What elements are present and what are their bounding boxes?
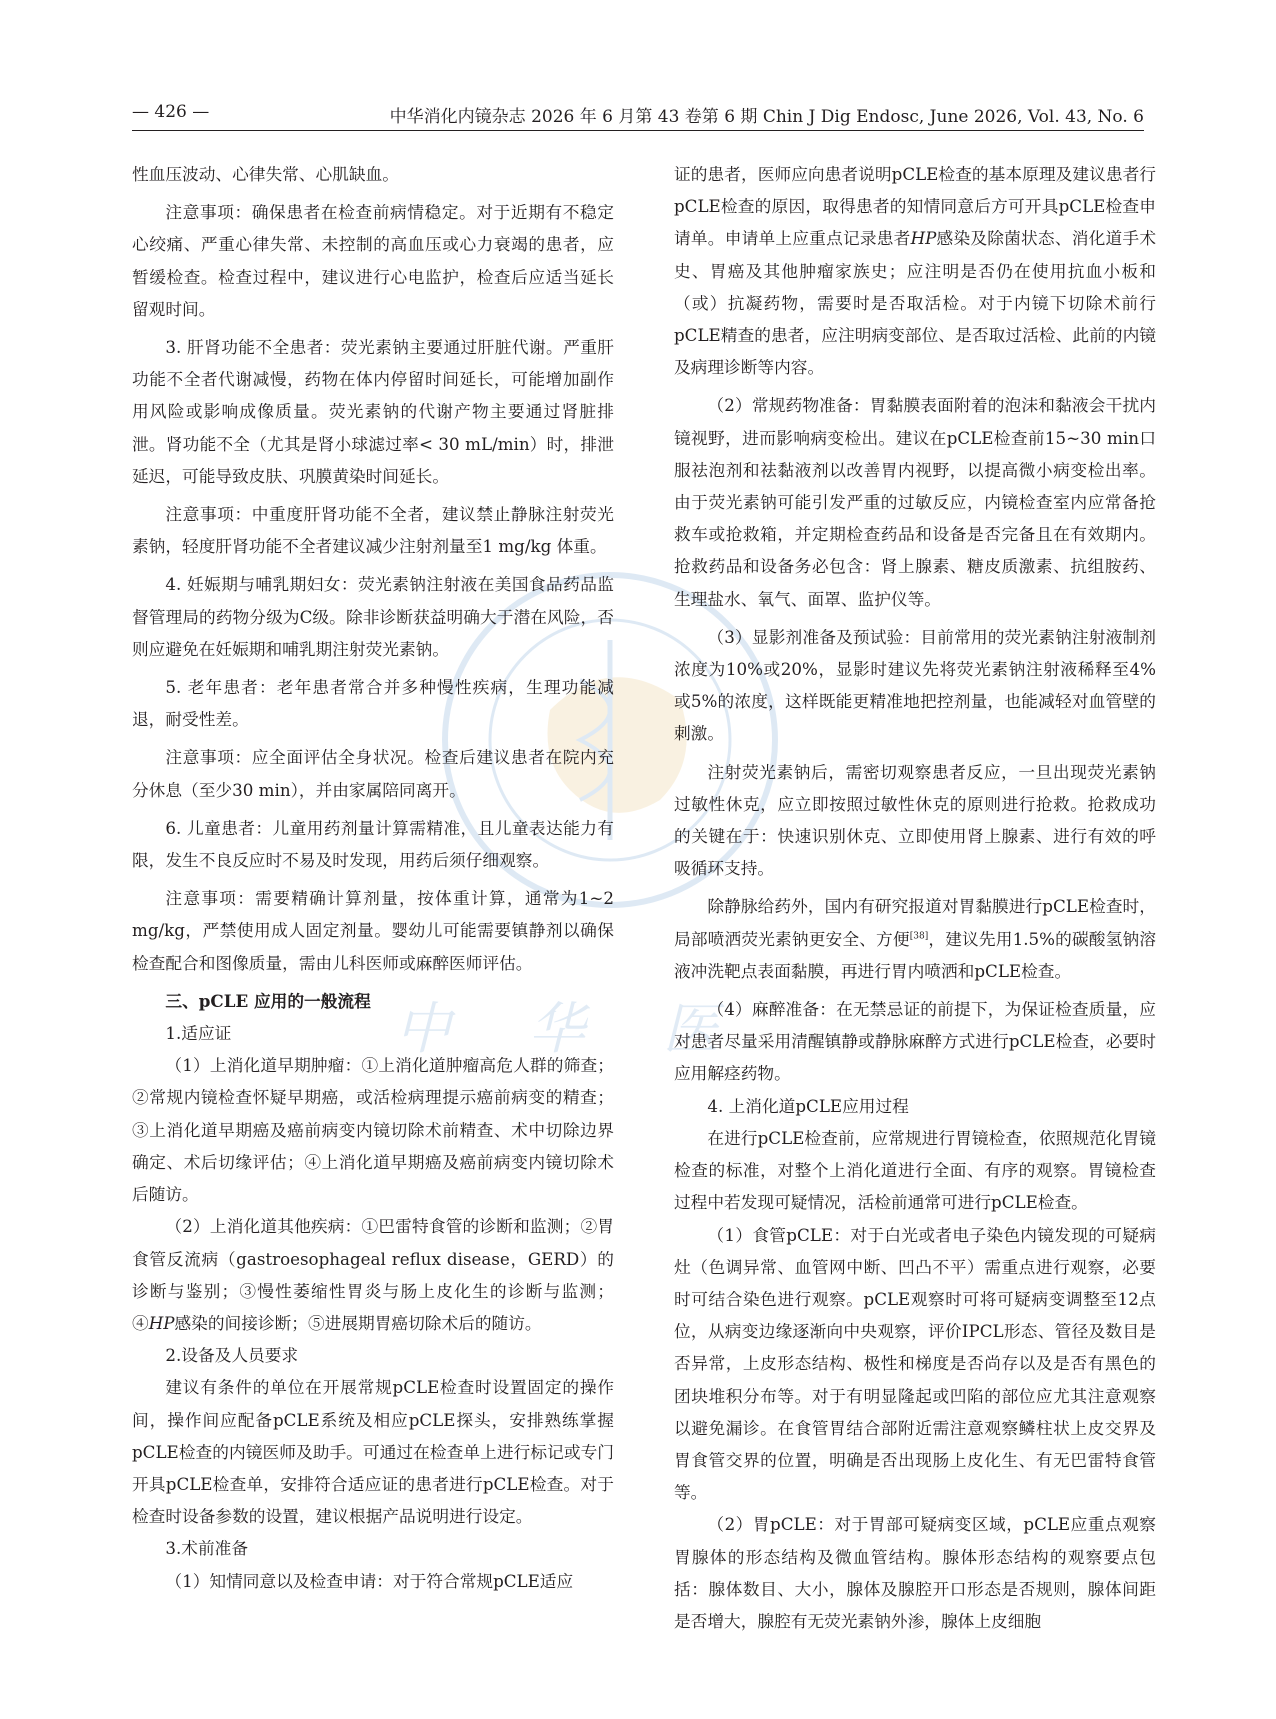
paragraph: 4. 妊娠期与哺乳期妇女：荧光素钠注射液在美国食品药品监督管理局的药物分级为C级。除非诊断获益明确大于潜在风险，否则应避免在妊娠期和哺乳期注射荧光素钠。 xyxy=(132,574,614,659)
text-span: 证的患者，医师应向患者说明pCLE检查的基本原理及建议患者行pCLE检查的原因，取得患者的知情同意后方可开具pCLE检查申请单。申请单上应重点记录患者 xyxy=(674,164,1156,249)
paragraph: 在进行pCLE检查前，应常规进行胃镜检查，依照规范化胃镜检查的标准，对整个上消化道进行全面、有序的观察。胃镜检查过程中若发现可疑情况，活检前通常可进行pCLE检查。 xyxy=(674,1127,1156,1213)
italic-term: HP xyxy=(910,228,937,249)
paragraph: （1）上消化道早期肿瘤：①上消化道肿瘤高危人群的筛查；②常规内镜检查怀疑早期癌，或活检病理提示癌前病变的精查；③上消化道早期癌及癌前病变内镜切除术前精查、术中切除边界确定、术后切缘评估；④上消化道早期癌及癌前病变内镜切除术后随访。 xyxy=(132,1055,614,1205)
paragraph: 6. 儿童患者：儿童用药剂量计算需精准，且儿童表达能力有限，发生不良反应时不易及时发现，用药后须仔细观察。 xyxy=(132,817,614,871)
running-header xyxy=(132,100,1144,131)
subsection-heading: 2.设备及人员要求 xyxy=(165,1345,299,1366)
paragraph: 注意事项：应全面评估全身状况。检查后建议患者在院内充分休息（至少30 min），并由家属陪同离开。 xyxy=(132,747,614,800)
paragraph: 3. 肝肾功能不全患者：荧光素钠主要通过肝脏代谢。严重肝功能不全者代谢减慢，药物在体内停留时间延长，可能增加副作用风险或影响成像质量。荧光素钠的代谢产物主要通过肾脏排泄。肾功能不全（尤其是肾小球滤过率< 30 mL/min）时，排泄延迟，可能导致皮肤、巩膜黄染时间延长。 xyxy=(132,337,614,486)
text-span: 感染的间接诊断；⑤进展期胃癌切除术后的随访。 xyxy=(174,1312,542,1333)
paragraph: （1）食管pCLE：对于白光或者电子染色内镜发现的可疑病灶（色调异常、血管网中断、凹凸不平）需重点进行观察，必要时可结合染色进行观察。pCLE观察时可将可疑病变调整至12点位，从病变边缘逐渐向中央观察，评价IPCL形态、管径及数目是否异常，上皮形态结构、极性和梯度是否尚存以及是否有黑色的团块堆积分布等。对于有明显隆起或凹陷的部位应尤其注意观察以避免漏诊。在食管胃结合部附近需注意观察鳞柱状上皮交界及胃食管交界的位置，明确是否出现肠上皮化生、有无巴雷特食管等。 xyxy=(674,1224,1156,1503)
paragraph xyxy=(674,890,1156,987)
citation-ref: [38] xyxy=(909,931,929,942)
paragraph: 注意事项：确保患者在检查前病情稳定。对于近期有不稳定心绞痛、严重心律失常、未控制的高血压或心力衰竭的患者，应暂缓检查。检查过程中，建议进行心电监护，检查后应适当延长留观时间。 xyxy=(132,202,614,319)
paragraph: （4）麻醉准备：在无禁忌证的前提下，为保证检查质量，应对患者尽量采用清醒镇静或静脉麻醉方式进行pCLE检查，必要时应用解痉药物。 xyxy=(674,999,1156,1084)
text-span: 感染及除菌状态、消化道手术史、胃癌及其他肿瘤家族史；应注明是否仍在使用抗血小板和（或）抗凝药物，需要时是否取活检。对于内镜下切除术前行pCLE精查的患者，应注明病变部位、是否取过活检、此前的内镜及病理诊断等内容。 xyxy=(674,228,1157,378)
paragraph: （2）胃pCLE：对于胃部可疑病变区域，pCLE应重点观察胃腺体的形态结构及微血管结构。腺体形态结构的观察要点包括：腺体数目、大小，腺体及腺腔开口形态是否规则，腺体间距是否增大，腺腔有无荧光素钠外渗，腺体上皮细胞 xyxy=(674,1514,1156,1631)
paragraph: 性血压波动、心律失常、心肌缺血。 xyxy=(132,164,399,184)
watermark-text: 中 华 医 xyxy=(395,997,749,1062)
paragraph: （1）知情同意以及检查申请：对于符合常规pCLE适应 xyxy=(165,1570,574,1591)
page-number: — 426 — xyxy=(132,102,210,122)
paragraph: （3）显影剂准备及预试验：目前常用的荧光素钠注射液制剂浓度为10%或20%，显影时建议先将荧光素钠注射液稀释至4%或5%的浓度，这样既能更精准地把控剂量，也能减轻对血管壁的刺激。 xyxy=(674,626,1156,744)
paragraph xyxy=(674,158,1156,383)
paragraph: 注意事项：中重度肝肾功能不全者，建议禁止静脉注射荧光素钠，轻度肝肾功能不全者建议减少注射剂量至1 mg/kg 体重。 xyxy=(132,504,614,557)
paragraph: （2）常规药物准备：胃黏膜表面附着的泡沫和黏液会干扰内镜视野，进而影响病变检出。建议在pCLE检查前15~30 min口服祛泡剂和祛黏液剂以改善胃内视野，以提高微小病变检出率。由于荧光素钠可能引发严重的过敏反应，内镜检查室内应常备抢救车或抢救箱，并定期检查药品和设备是否完备且在有效期内。抢救药品和设备务必包含：肾上腺素、糖皮质激素、抗组胺药、生理盐水、氧气、面罩、监护仪等。 xyxy=(674,395,1156,609)
subsection-heading: 3.术前准备 xyxy=(165,1538,249,1559)
subsection-heading: 1.适应证 xyxy=(165,1023,232,1044)
journal-citation: 中华消化内镜杂志 2026 年 6 月第 43 卷第 6 期 Chin J Dig Endosc, June 2026, Vol. 43, No. 6 xyxy=(389,107,1144,127)
italic-term: HP xyxy=(148,1312,175,1333)
right-column xyxy=(674,158,1156,1637)
paragraph: 注射荧光素钠后，需密切观察患者反应，一旦出现荧光素钠过敏性休克，应立即按照过敏性休克的原则进行抢救。抢救成功的关键在于：快速识别休克、立即使用肾上腺素、进行有效的呼吸循环支持。 xyxy=(674,761,1156,879)
text-span: ，建议先用1.5%的碳酸氢钠溶液冲洗靶点表面黏膜，再进行胃内喷洒和pCLE检查。 xyxy=(674,928,1157,981)
subsection-heading: 4. 上消化道pCLE应用过程 xyxy=(707,1095,909,1116)
section-heading: 三、pCLE 应用的一般流程 xyxy=(165,990,371,1011)
left-column xyxy=(132,158,614,1597)
text-span: （2）上消化道其他疾病：①巴雷特食管的诊断和监测；②胃食管反流病（gastroesophageal reflux disease，GERD）的诊断与鉴别；③慢性萎缩性胃炎与肠上皮化生的诊断与监测；④ xyxy=(132,1216,614,1333)
paragraph xyxy=(132,1210,614,1339)
paragraph: 注意事项：需要精确计算剂量，按体重计算，通常为1~2 mg/kg，严禁使用成人固定剂量。婴幼儿可能需要镇静剂以确保检查配合和图像质量，需由儿科医师或麻醉医师评估。 xyxy=(132,888,614,973)
text-span: 除静脉给药外，国内有研究报道对胃黏膜进行pCLE检查时，局部喷洒荧光素钠更安全、方便 xyxy=(674,896,1156,949)
paragraph: 5. 老年患者：老年患者常合并多种慢性疾病，生理功能减退，耐受性差。 xyxy=(132,677,614,730)
paragraph: 建议有条件的单位在开展常规pCLE检查时设置固定的操作间，操作间应配备pCLE系统及相应pCLE探头，安排熟练掌握pCLE检查的内镜医师及助手。可通过在检查单上进行标记或专门开具pCLE检查单，安排符合适应证的患者进行pCLE检查。对于检查时设备参数的设置，建议根据产品说明进行设定。 xyxy=(132,1377,614,1527)
